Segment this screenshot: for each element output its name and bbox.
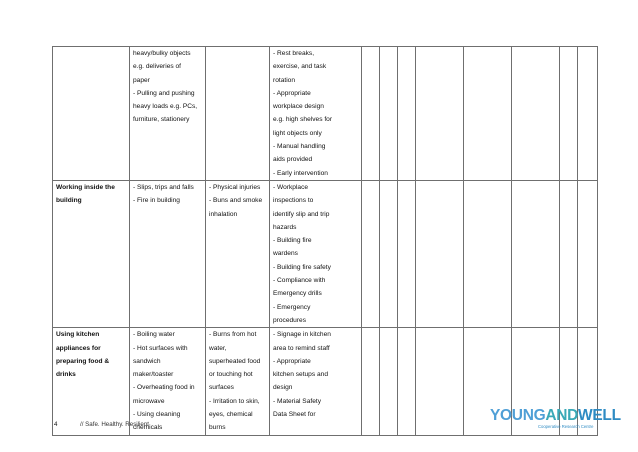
causes-cell: - Boiling water - Hot surfaces with sandwich maker/toaster - Overheating food in microwave - Using cleaning chemicals — [130, 328, 206, 435]
empty-cell — [512, 47, 560, 181]
empty-cell — [362, 47, 380, 181]
risk-assessment-table — [52, 46, 598, 436]
logo-part-well: WELL — [578, 407, 621, 424]
empty-cell — [464, 180, 512, 327]
risks-cell — [206, 47, 270, 181]
controls-cell: - Workplace inspections to identify slip and trip hazards - Building fire wardens - Building fire safety - Compliance with Emergency drills - Emergency procedures — [270, 180, 362, 327]
empty-cell — [416, 328, 464, 435]
risks-cell: - Physical injuries - Buns and smoke inhalation — [206, 180, 270, 327]
logo-part-and: AND — [545, 407, 579, 424]
causes-cell: - Slips, trips and falls - Fire in building — [130, 180, 206, 327]
empty-cell — [362, 328, 380, 435]
hazard-cell — [53, 47, 130, 181]
empty-cell — [398, 180, 416, 327]
empty-cell — [416, 180, 464, 327]
footer-title: // Safe. Healthy. Resilient — [80, 421, 150, 428]
table-row — [53, 180, 598, 327]
logo-tagline: Cooperative Research Centre — [538, 424, 594, 429]
empty-cell — [380, 180, 398, 327]
controls-cell: - Signage in kitchen area to remind staff - Appropriate kitchen setups and design - Material Safety Data Sheet for — [270, 328, 362, 435]
controls-cell: - Rest breaks, exercise, and task rotation - Appropriate workplace design e.g. high shelves for light objects only - Manual handling aids provided - Early intervention — [270, 47, 362, 181]
empty-cell — [560, 180, 578, 327]
empty-cell — [380, 47, 398, 181]
empty-cell — [362, 180, 380, 327]
young-and-well-logo — [490, 407, 621, 434]
risks-cell: - Burns from hot water, superheated food or touching hot surfaces - Irritation to skin, eyes, chemical burns — [206, 328, 270, 435]
causes-cell: heavy/bulky objects e.g. deliveries of paper - Pulling and pushing heavy loads e.g. PCs, furniture, stationery — [130, 47, 206, 181]
empty-cell — [398, 47, 416, 181]
empty-cell — [578, 180, 598, 327]
hazard-cell: Using kitchen appliances for preparing food & drinks — [53, 328, 130, 435]
logo-part-young: YOUNG — [490, 407, 546, 424]
empty-cell — [416, 47, 464, 181]
empty-cell — [464, 47, 512, 181]
page-number: 4 — [54, 421, 58, 428]
empty-cell — [560, 47, 578, 181]
hazard-cell: Working inside the building — [53, 180, 130, 327]
empty-cell — [398, 328, 416, 435]
table-row — [53, 47, 598, 181]
logo-wordmark — [490, 407, 621, 424]
empty-cell — [380, 328, 398, 435]
empty-cell — [512, 180, 560, 327]
empty-cell — [578, 47, 598, 181]
